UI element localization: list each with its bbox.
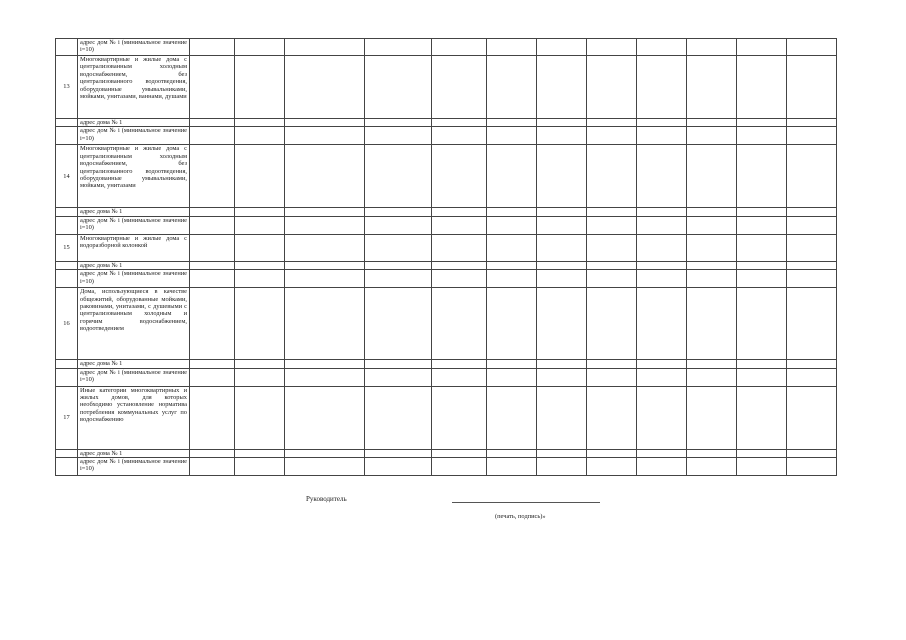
- empty-cell: [365, 270, 432, 288]
- table-row: [56, 145, 837, 208]
- empty-cell: [285, 208, 365, 216]
- empty-cell: [537, 56, 587, 119]
- empty-cell: [637, 458, 687, 476]
- empty-cell: [737, 270, 787, 288]
- empty-cell: [587, 119, 637, 127]
- empty-cell: [190, 449, 235, 457]
- table-row: [56, 360, 837, 368]
- table-row: [56, 368, 837, 386]
- empty-cell: [687, 127, 737, 145]
- empty-cell: [737, 145, 787, 208]
- empty-cell: [285, 386, 365, 449]
- empty-cell: [235, 145, 285, 208]
- empty-cell: [235, 261, 285, 269]
- empty-cell: [432, 458, 487, 476]
- row-number: 14: [56, 145, 78, 208]
- row-description: Многоквартирные и жилые дома с водоразборной колонкой: [78, 234, 190, 261]
- table-row: [56, 216, 837, 234]
- empty-cell: [637, 234, 687, 261]
- empty-cell: [487, 360, 537, 368]
- empty-cell: [190, 216, 235, 234]
- signature-line: [452, 502, 600, 503]
- empty-cell: [235, 39, 285, 56]
- empty-cell: [587, 39, 637, 56]
- empty-cell: [235, 208, 285, 216]
- empty-cell: [587, 458, 637, 476]
- empty-cell: [587, 368, 637, 386]
- empty-cell: [737, 119, 787, 127]
- empty-cell: [285, 216, 365, 234]
- empty-cell: [637, 449, 687, 457]
- empty-cell: [365, 208, 432, 216]
- empty-cell: [737, 127, 787, 145]
- empty-cell: [687, 261, 737, 269]
- empty-cell: [687, 208, 737, 216]
- empty-cell: [537, 39, 587, 56]
- empty-cell: [235, 56, 285, 119]
- empty-cell: [235, 288, 285, 360]
- empty-cell: [737, 449, 787, 457]
- empty-cell: [787, 261, 837, 269]
- empty-cell: [190, 270, 235, 288]
- row-description: адрес дома № 1: [78, 261, 190, 269]
- table-row: [56, 234, 837, 261]
- empty-cell: [235, 127, 285, 145]
- empty-cell: [365, 145, 432, 208]
- table-row: [56, 270, 837, 288]
- empty-cell: [432, 145, 487, 208]
- empty-cell: [487, 288, 537, 360]
- empty-cell: [365, 261, 432, 269]
- signature-caption: (печать, подпись)»: [495, 513, 546, 520]
- empty-cell: [687, 216, 737, 234]
- empty-cell: [787, 368, 837, 386]
- empty-cell: [637, 288, 687, 360]
- empty-cell: [687, 270, 737, 288]
- empty-cell: [432, 261, 487, 269]
- empty-cell: [587, 449, 637, 457]
- row-description: Многоквартирные и жилые дома с централизованным холодным водоснабжением, без централизованного водоотведения, оборудованные умывальниками, мойками, унитазами: [78, 145, 190, 208]
- empty-cell: [235, 458, 285, 476]
- empty-cell: [285, 368, 365, 386]
- table-row: [56, 119, 837, 127]
- row-description: Дома, использующиеся в качестве общежитий, оборудованные мойками, раковинами, унитазами, с душевыми с централизованным холодным и горячим водоснабжением, водоотведением: [78, 288, 190, 360]
- empty-cell: [787, 39, 837, 56]
- empty-cell: [365, 449, 432, 457]
- empty-cell: [190, 288, 235, 360]
- empty-cell: [487, 127, 537, 145]
- empty-cell: [637, 145, 687, 208]
- empty-cell: [587, 234, 637, 261]
- empty-cell: [432, 386, 487, 449]
- empty-cell: [787, 288, 837, 360]
- row-number: 16: [56, 288, 78, 360]
- empty-cell: [285, 127, 365, 145]
- empty-cell: [235, 386, 285, 449]
- empty-cell: [537, 386, 587, 449]
- empty-cell: [687, 145, 737, 208]
- empty-cell: [487, 449, 537, 457]
- empty-cell: [587, 127, 637, 145]
- empty-cell: [365, 234, 432, 261]
- empty-cell: [487, 119, 537, 127]
- empty-cell: [737, 360, 787, 368]
- empty-cell: [787, 119, 837, 127]
- empty-cell: [432, 449, 487, 457]
- empty-cell: [737, 261, 787, 269]
- empty-cell: [190, 234, 235, 261]
- row-description: адрес дом № i (минимальное значение i=10): [78, 270, 190, 288]
- empty-cell: [687, 449, 737, 457]
- empty-cell: [537, 261, 587, 269]
- empty-cell: [787, 458, 837, 476]
- empty-cell: [432, 216, 487, 234]
- empty-cell: [190, 119, 235, 127]
- empty-cell: [787, 216, 837, 234]
- empty-cell: [235, 234, 285, 261]
- empty-cell: [587, 288, 637, 360]
- empty-cell: [637, 208, 687, 216]
- empty-cell: [737, 458, 787, 476]
- empty-cell: [737, 208, 787, 216]
- row-number: 17: [56, 386, 78, 449]
- empty-cell: [190, 360, 235, 368]
- empty-cell: [787, 270, 837, 288]
- empty-cell: [365, 216, 432, 234]
- empty-cell: [487, 270, 537, 288]
- empty-cell: [285, 449, 365, 457]
- empty-cell: [235, 270, 285, 288]
- empty-cell: [687, 288, 737, 360]
- empty-cell: [285, 458, 365, 476]
- row-number: [56, 458, 78, 476]
- empty-cell: [587, 216, 637, 234]
- row-description: адрес дома № 1: [78, 360, 190, 368]
- empty-cell: [487, 208, 537, 216]
- empty-cell: [687, 234, 737, 261]
- empty-cell: [587, 56, 637, 119]
- empty-cell: [365, 360, 432, 368]
- empty-cell: [687, 39, 737, 56]
- empty-cell: [687, 360, 737, 368]
- empty-cell: [637, 56, 687, 119]
- row-description: адрес дом № i (минимальное значение i=10): [78, 216, 190, 234]
- empty-cell: [637, 216, 687, 234]
- empty-cell: [637, 386, 687, 449]
- empty-cell: [235, 368, 285, 386]
- table-row: [56, 458, 837, 476]
- empty-cell: [787, 360, 837, 368]
- empty-cell: [432, 39, 487, 56]
- empty-cell: [432, 360, 487, 368]
- empty-cell: [432, 119, 487, 127]
- empty-cell: [737, 288, 787, 360]
- empty-cell: [687, 368, 737, 386]
- empty-cell: [537, 288, 587, 360]
- row-description: адрес дом № i (минимальное значение i=10): [78, 39, 190, 56]
- empty-cell: [687, 119, 737, 127]
- empty-cell: [737, 56, 787, 119]
- empty-cell: [190, 386, 235, 449]
- empty-cell: [487, 39, 537, 56]
- empty-cell: [537, 270, 587, 288]
- empty-cell: [587, 386, 637, 449]
- table-row: [56, 261, 837, 269]
- table-row: [56, 208, 837, 216]
- empty-cell: [190, 127, 235, 145]
- row-number: 15: [56, 234, 78, 261]
- empty-cell: [285, 261, 365, 269]
- row-description: Многоквартирные и жилые дома с централизованным холодным водоснабжением, без централизованного водоотведения, оборудованные умывальниками, мойками, унитазами, ваннами, душами: [78, 56, 190, 119]
- row-number: [56, 119, 78, 127]
- empty-cell: [285, 39, 365, 56]
- row-number: [56, 360, 78, 368]
- row-number: [56, 270, 78, 288]
- empty-cell: [587, 261, 637, 269]
- empty-cell: [587, 208, 637, 216]
- empty-cell: [487, 458, 537, 476]
- empty-cell: [787, 386, 837, 449]
- row-number: 13: [56, 56, 78, 119]
- empty-cell: [487, 234, 537, 261]
- empty-cell: [432, 234, 487, 261]
- empty-cell: [737, 216, 787, 234]
- row-number: [56, 127, 78, 145]
- empty-cell: [537, 208, 587, 216]
- empty-cell: [432, 208, 487, 216]
- empty-cell: [537, 449, 587, 457]
- empty-cell: [637, 368, 687, 386]
- row-description: адрес дом № i (минимальное значение i=10): [78, 368, 190, 386]
- empty-cell: [787, 449, 837, 457]
- row-description: адрес дом № i (минимальное значение i=10): [78, 458, 190, 476]
- row-description: адрес дома № 1: [78, 449, 190, 457]
- empty-cell: [537, 368, 587, 386]
- empty-cell: [487, 368, 537, 386]
- empty-cell: [487, 56, 537, 119]
- empty-cell: [285, 56, 365, 119]
- row-number: [56, 216, 78, 234]
- empty-cell: [190, 208, 235, 216]
- empty-cell: [737, 234, 787, 261]
- row-description: адрес дома № 1: [78, 208, 190, 216]
- empty-cell: [487, 216, 537, 234]
- empty-cell: [190, 261, 235, 269]
- empty-cell: [235, 449, 285, 457]
- empty-cell: [365, 368, 432, 386]
- row-number: [56, 39, 78, 56]
- empty-cell: [737, 368, 787, 386]
- table-row: [56, 39, 837, 56]
- empty-cell: [285, 234, 365, 261]
- empty-cell: [487, 261, 537, 269]
- empty-cell: [637, 119, 687, 127]
- row-number: [56, 449, 78, 457]
- empty-cell: [432, 127, 487, 145]
- empty-cell: [190, 145, 235, 208]
- empty-cell: [285, 360, 365, 368]
- row-description: адрес дом № i (минимальное значение i=10): [78, 127, 190, 145]
- row-description: Иные категории многоквартирных и жилых домов, для которых необходимо установление норматива потребления коммунальных услуг по водоснабжению: [78, 386, 190, 449]
- empty-cell: [365, 458, 432, 476]
- empty-cell: [285, 145, 365, 208]
- empty-cell: [537, 119, 587, 127]
- row-number: [56, 208, 78, 216]
- empty-cell: [365, 127, 432, 145]
- empty-cell: [787, 56, 837, 119]
- empty-cell: [587, 145, 637, 208]
- empty-cell: [432, 56, 487, 119]
- empty-cell: [637, 127, 687, 145]
- empty-cell: [637, 270, 687, 288]
- empty-cell: [687, 458, 737, 476]
- empty-cell: [432, 270, 487, 288]
- row-description: адрес дома № 1: [78, 119, 190, 127]
- empty-cell: [637, 261, 687, 269]
- empty-cell: [537, 145, 587, 208]
- empty-cell: [487, 386, 537, 449]
- row-number: [56, 368, 78, 386]
- empty-cell: [365, 119, 432, 127]
- empty-cell: [432, 288, 487, 360]
- empty-cell: [190, 458, 235, 476]
- empty-cell: [537, 234, 587, 261]
- table-row: [56, 386, 837, 449]
- empty-cell: [190, 56, 235, 119]
- empty-cell: [285, 288, 365, 360]
- norms-table: [55, 38, 837, 476]
- empty-cell: [787, 145, 837, 208]
- empty-cell: [537, 458, 587, 476]
- empty-cell: [487, 145, 537, 208]
- table-row: [56, 127, 837, 145]
- empty-cell: [787, 208, 837, 216]
- empty-cell: [637, 360, 687, 368]
- table-row: [56, 288, 837, 360]
- row-number: [56, 261, 78, 269]
- empty-cell: [190, 39, 235, 56]
- empty-cell: [432, 368, 487, 386]
- empty-cell: [737, 386, 787, 449]
- empty-cell: [737, 39, 787, 56]
- director-label: Руководитель: [306, 495, 347, 503]
- table-row: [56, 449, 837, 457]
- empty-cell: [537, 127, 587, 145]
- empty-cell: [235, 360, 285, 368]
- empty-cell: [587, 360, 637, 368]
- empty-cell: [285, 270, 365, 288]
- empty-cell: [787, 234, 837, 261]
- empty-cell: [537, 216, 587, 234]
- empty-cell: [285, 119, 365, 127]
- empty-cell: [365, 39, 432, 56]
- empty-cell: [587, 270, 637, 288]
- empty-cell: [637, 39, 687, 56]
- empty-cell: [687, 56, 737, 119]
- empty-cell: [190, 368, 235, 386]
- empty-cell: [787, 127, 837, 145]
- empty-cell: [365, 386, 432, 449]
- empty-cell: [687, 386, 737, 449]
- empty-cell: [365, 288, 432, 360]
- empty-cell: [537, 360, 587, 368]
- empty-cell: [365, 56, 432, 119]
- table-row: [56, 56, 837, 119]
- empty-cell: [235, 216, 285, 234]
- empty-cell: [235, 119, 285, 127]
